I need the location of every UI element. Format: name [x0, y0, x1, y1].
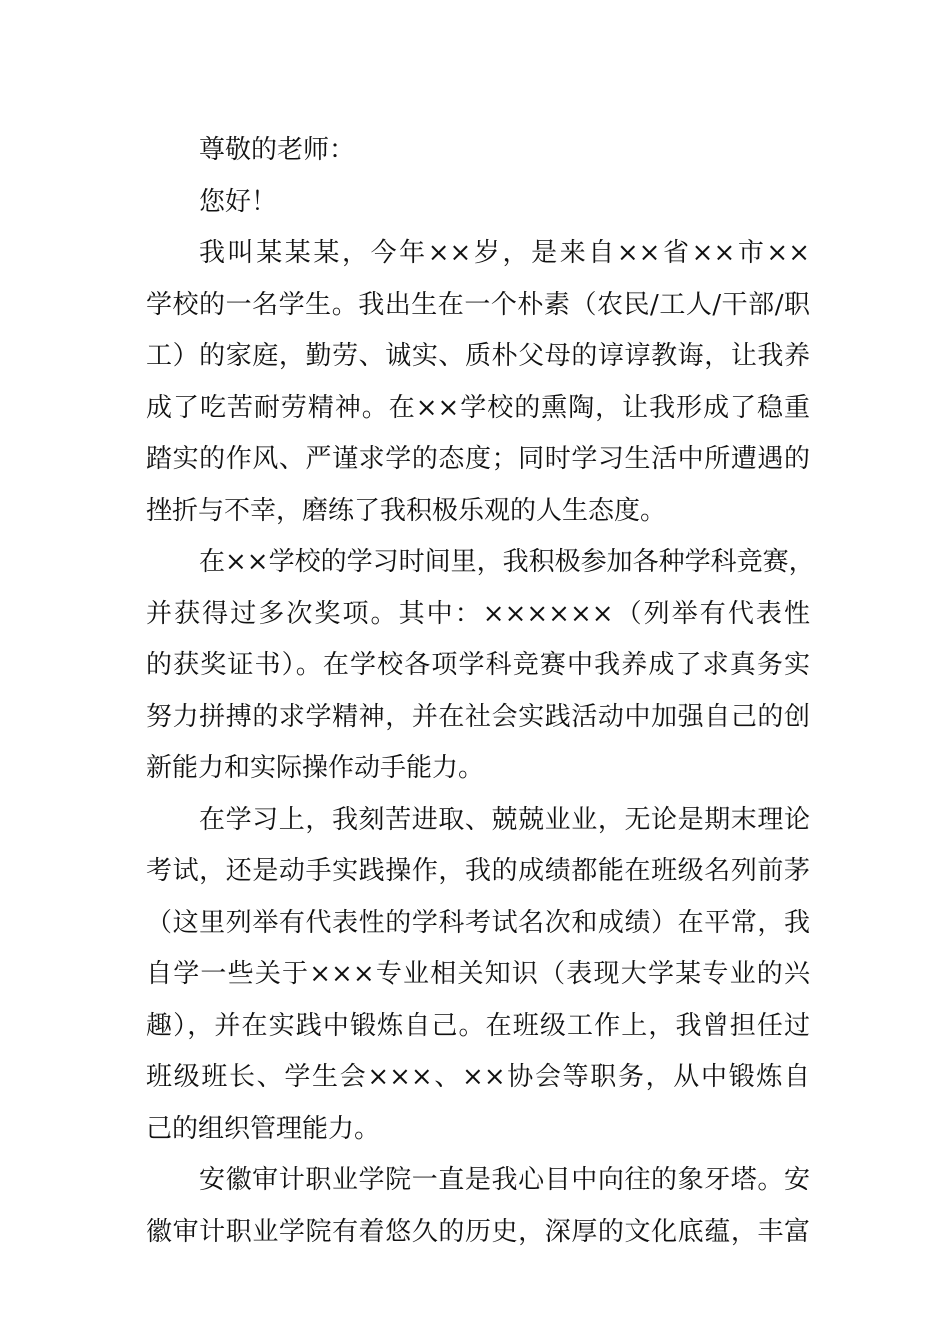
paragraph-4-line: 徽审计职业学院有着悠久的历史，深厚的文化底蕴，丰富 — [146, 1216, 810, 1247]
letter-body — [146, 125, 815, 1258]
paragraph-3-line: 己的组织管理能力。 — [146, 1113, 381, 1144]
paragraph-2-line: 的获奖证书）。在学校各项学科竞赛中我养成了求真务实 — [146, 650, 810, 680]
paragraph-4-line: 安徽审计职业学院一直是我心目中向往的象牙塔。安 — [199, 1165, 810, 1195]
greeting: 您好！ — [199, 186, 278, 217]
paragraph-2-line: 在××学校的学习时间里，我积极参加各种学科竞赛， — [199, 547, 815, 577]
paragraph-1-line: 成了吃苦耐劳精神。在××学校的熏陶，让我形成了稳重 — [146, 392, 810, 423]
paragraph-3-line: 趣），并在实践中锻炼自己。在班级工作上，我曾担任过 — [146, 1010, 810, 1041]
paragraph-1-line: 挫折与不幸，磨练了我积极乐观的人生态度。 — [146, 495, 667, 526]
paragraph-3-line: （这里列举有代表性的学科考试名次和成绩）在平常，我 — [146, 907, 810, 938]
salutation: 尊敬的老师： — [199, 135, 356, 165]
paragraph-1-line: 我叫某某某，今年××岁，是来自××省××市×× — [199, 238, 810, 268]
paragraph-3-line: 自学一些关于×××专业相关知识（表现大学某专业的兴 — [146, 959, 810, 989]
paragraph-2-line: 并获得过多次奖项。其中：××××××（列举有代表性 — [146, 598, 810, 629]
paragraph-3-line: 考试，还是动手实践操作，我的成绩都能在班级名列前茅 — [146, 856, 810, 886]
paragraph-2-line: 新能力和实际操作动手能力。 — [146, 753, 485, 783]
paragraph-3-line: 班级班长、学生会×××、××协会等职务，从中锻炼自 — [146, 1062, 810, 1092]
paragraph-2-line: 努力拼搏的求学精神，并在社会实践活动中加强自己的创 — [146, 701, 810, 732]
paragraph-3-line: 在学习上，我刻苦进取、兢兢业业，无论是期末理论 — [199, 804, 810, 835]
paragraph-1-line: 踏实的作风、严谨求学的态度；同时学习生活中所遭遇的 — [146, 444, 810, 474]
paragraph-1-line: 工）的家庭，勤劳、诚实、质朴父母的谆谆教诲，让我养 — [146, 341, 810, 371]
paragraph-1-line: 学校的一名学生。我出生在一个朴素（农民/工人/干部/职 — [146, 289, 810, 320]
